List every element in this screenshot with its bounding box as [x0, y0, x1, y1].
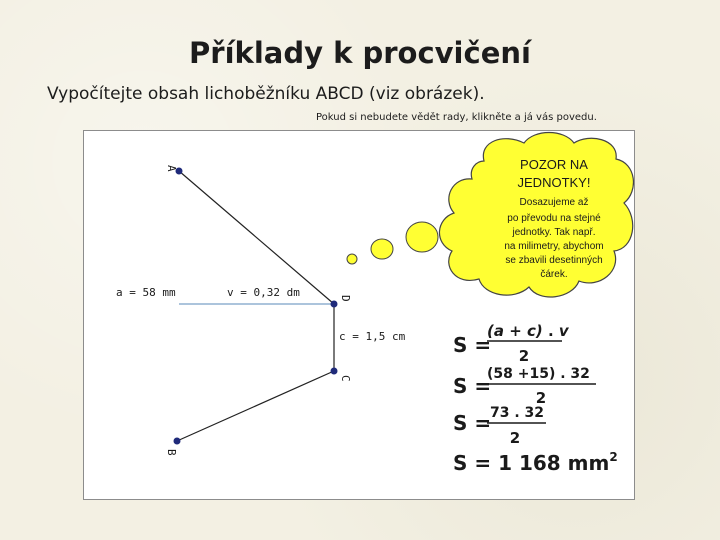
callout-title-line2: JEDNOTKY! [517, 175, 591, 190]
callout-body-line: jednotky. Tak např. [512, 227, 596, 238]
help-hint-link[interactable]: Pokud si nebudete vědět rady, klikněte a já vás povedu. [316, 112, 597, 123]
thought-bubble-small [347, 254, 357, 264]
s-equals-label: S = [453, 333, 492, 357]
page-title: Příklady k procvičení [189, 36, 531, 70]
warning-cloud-callout[interactable] [439, 133, 633, 298]
s-equals-label: S = [453, 374, 492, 398]
thought-bubble-medium [371, 239, 393, 259]
formula-step-1 [453, 322, 570, 365]
thought-bubble-large [406, 222, 438, 252]
trapezoid-figure [84, 131, 634, 499]
measure-v-label: v = 0,32 dm [227, 286, 300, 299]
s-equals-label: S = [453, 411, 492, 435]
formula-step-3 [453, 405, 546, 447]
task-text: Vypočítejte obsah lichoběžníku ABCD (viz obrázek). [47, 84, 485, 104]
formula-result [453, 450, 618, 475]
formula-denominator: 2 [518, 347, 530, 365]
callout-body-line: po převodu na stejné [507, 213, 601, 224]
callout-body-line: Dosazujeme až [519, 197, 589, 208]
vertex-b-point [174, 438, 181, 445]
callout-title-line1: POZOR NA [520, 157, 588, 172]
callout-body-line: se zbavili desetinných [505, 255, 603, 266]
vertex-b-label: B [165, 449, 178, 456]
callout-body-line: na milimetry, abychom [504, 241, 604, 252]
exercise-panel [83, 130, 635, 500]
formula-numerator: (a + c) . v [487, 322, 569, 340]
result-text: S = 1 168 $mm^2$ [453, 450, 618, 475]
formula-step-2 [453, 366, 596, 407]
formula-denominator: 2 [509, 429, 521, 447]
formula-numerator: 73 . 32 [490, 405, 545, 421]
vertex-a-label: A [165, 165, 178, 172]
vertex-c-label: C [339, 375, 352, 382]
formula-denominator: 2 [535, 389, 547, 407]
side-a-line [179, 171, 334, 304]
vertex-d-label: D [339, 295, 352, 302]
vertex-c-point [331, 368, 338, 375]
callout-body-line: čárek. [540, 269, 568, 280]
measure-a-label: a = 58 mm [116, 286, 176, 299]
formula-numerator: (58 +15) . 32 [487, 366, 590, 382]
measure-c-label: c = 1,5 cm [339, 330, 406, 343]
vertex-d-point [331, 301, 338, 308]
side-b-line [177, 371, 334, 441]
